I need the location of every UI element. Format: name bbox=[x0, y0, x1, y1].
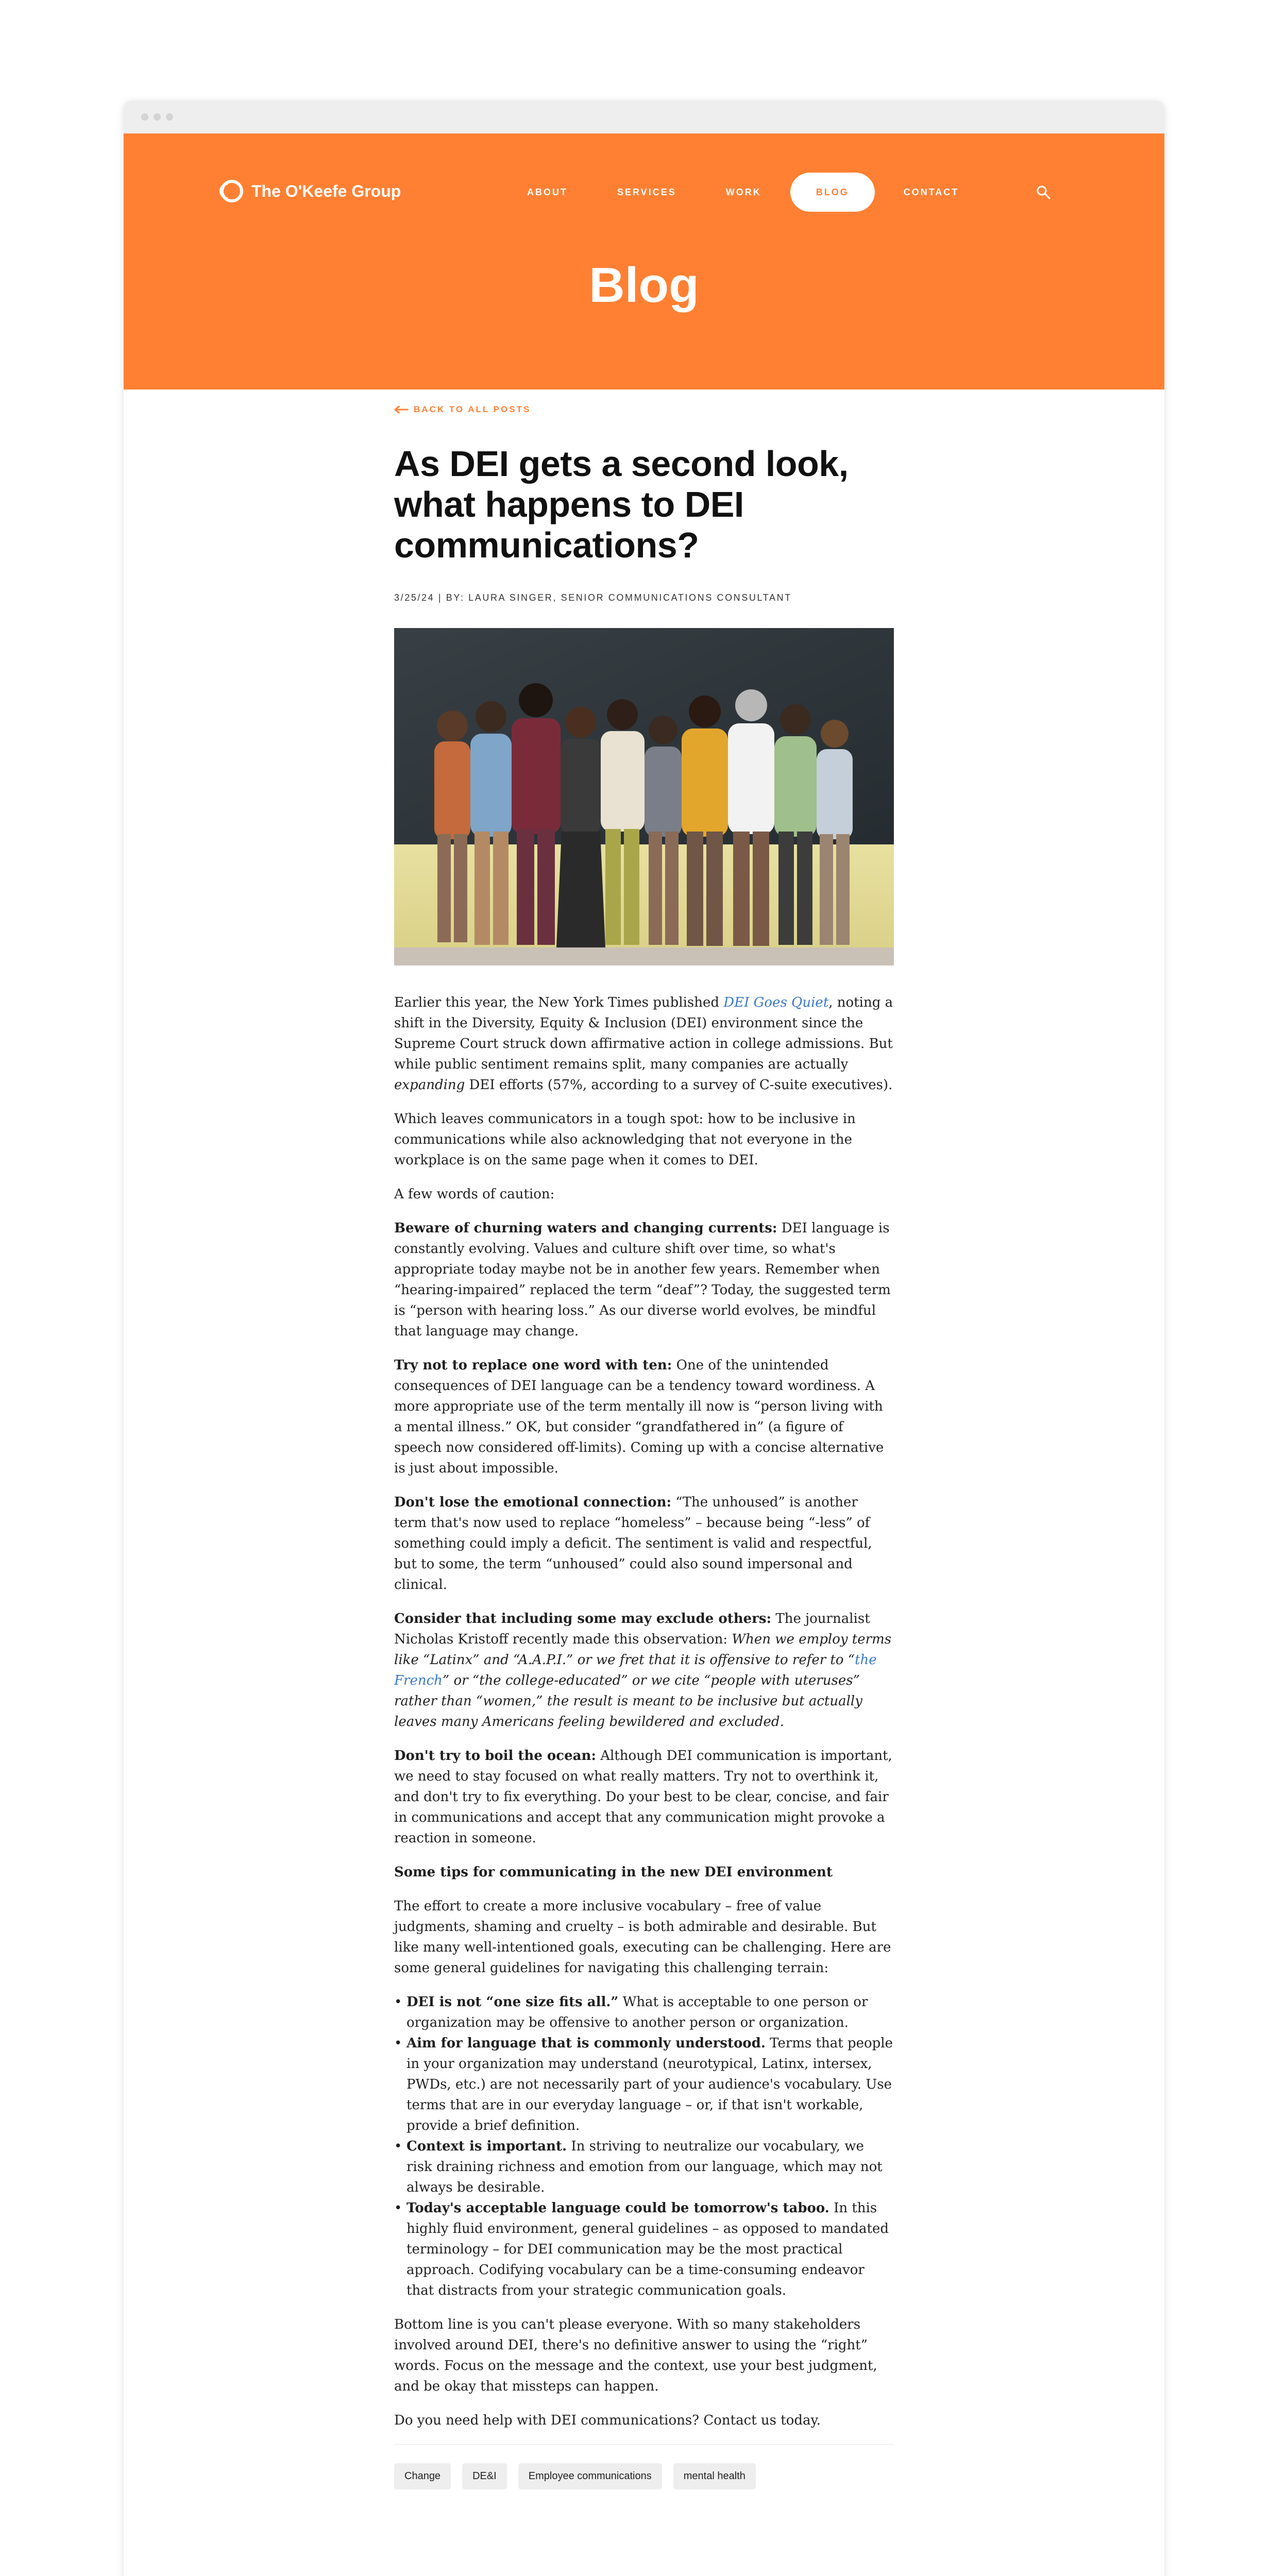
blog-article bbox=[394, 404, 894, 2489]
tag-employee-communications[interactable]: Employee communications bbox=[518, 2463, 662, 2489]
article-photo bbox=[394, 628, 894, 965]
search-icon[interactable] bbox=[1036, 184, 1051, 200]
nav-services[interactable]: SERVICES bbox=[617, 187, 676, 197]
paragraph: The effort to create a more inclusive vocabulary – free of value judgments, shaming and cruelty – is both admirable and desirable. But like many well-intentioned goals, executing can be challenging. Here are some general guidelines for navigating this challenging terrain: bbox=[394, 1899, 891, 1976]
tag-change[interactable]: Change bbox=[394, 2463, 451, 2489]
tag-list bbox=[394, 2463, 894, 2489]
article-body bbox=[394, 992, 894, 2431]
article-title: As DEI gets a second look, what happens to DEI communications? bbox=[394, 444, 849, 566]
arrow-left-icon bbox=[394, 405, 409, 414]
nav-contact[interactable]: CONTACT bbox=[903, 187, 959, 197]
nav-about[interactable]: ABOUT bbox=[527, 187, 568, 197]
logo-text: The O'Keefe Group bbox=[251, 181, 401, 200]
window-chrome bbox=[124, 100, 1164, 133]
nav-blog[interactable]: BLOG bbox=[790, 173, 875, 212]
tag-mental-health[interactable]: mental health bbox=[673, 2463, 756, 2489]
list-item: • Aim for language that is commonly understood. Terms that people in your organization may understand (neurotypical, Latinx, intersex, PWDs, etc.) are not necessarily part of your audience's vocabulary. Use terms that are in our everyday language – or, if that isn't workable, provide a brief definition. bbox=[394, 2033, 894, 2136]
site-logo[interactable] bbox=[219, 179, 401, 204]
tag-dei[interactable]: DE&I bbox=[462, 2463, 507, 2489]
site-header bbox=[124, 133, 1164, 389]
article-meta: 3/25/24 | BY: LAURA SINGER, SENIOR COMMUNICATIONS CONSULTANT bbox=[394, 592, 792, 603]
paragraph: A few words of caution: bbox=[394, 1187, 555, 1202]
the-french-link[interactable]: the French bbox=[394, 1652, 877, 1689]
back-label: BACK TO ALL POSTS bbox=[414, 404, 531, 414]
divider bbox=[394, 2444, 894, 2445]
browser-window bbox=[124, 100, 1164, 2576]
section-heading: Some tips for communicating in the new DEI environment bbox=[394, 1865, 833, 1880]
paragraph: Consider that including some may exclude others: The journalist Nicholas Kristoff recently made this observation: When we employ terms like “Latinx” and “A.A.P.I.” or we fret that it is offensive to refer to “the French” or “the college-educated” or we cite “people with uteruses” rather than “women,” the result is meant to be inclusive but actually leaves many Americans feeling bewildered and excluded. bbox=[394, 1611, 892, 1730]
list-item: • Context is important. In striving to neutralize our vocabulary, we risk draining richness and emotion from our language, which may not always be desirable. bbox=[394, 2136, 894, 2198]
paragraph: Don't try to boil the ocean: Although DEI communication is important, we need to stay focused on what really matters. Try not to overthink it, and don't try to fix everything. Do your best to be clear, concise, and fair in communications and accept that any communication might provoke a reaction in someone. bbox=[394, 1748, 892, 1846]
list-item: • Today's acceptable language could be tomorrow's taboo. In this highly fluid environment, general guidelines – as opposed to mandated terminology – for DEI communication may be the most practical approach. Codifying vocabulary can be a time-consuming endeavor that distracts from your strategic communication goals. bbox=[394, 2198, 894, 2301]
window-dot bbox=[166, 113, 173, 121]
paragraph: Bottom line is you can't please everyone. With so many stakeholders involved around DEI, there's no definitive answer to using the “right” words. Focus on the message and the context, use your best judgment, and be okay that missteps can happen. bbox=[394, 2317, 877, 2395]
logo-ring-icon bbox=[219, 179, 244, 204]
dei-goes-quiet-link[interactable]: DEI Goes Quiet bbox=[723, 995, 829, 1011]
main-nav bbox=[502, 173, 984, 212]
page-title: Blog bbox=[589, 258, 699, 313]
paragraph: Beware of churning waters and changing currents: DEI language is constantly evolving. Values and culture shift over time, so what's appropriate today maybe not be in another few years. Remember when “hearing-impaired” replaced the term “deaf”? Today, the suggested term is “person with hearing loss.” As our diverse world evolves, be mindful that language may change. bbox=[394, 1221, 891, 1340]
paragraph: Try not to replace one word with ten: One of the unintended consequences of DEI language can be a tendency toward wordiness. A more appropriate use of the term mentally ill now is “person living with a mental illness.” OK, but consider “grandfathered in” (a figure of speech now considered off-limits). Coming up with a concise alternative is just about impossible. bbox=[394, 1358, 884, 1477]
tips-list bbox=[394, 1992, 894, 2301]
team-hug-illustration bbox=[394, 628, 894, 965]
paragraph: Do you need help with DEI communications? Contact us today. bbox=[394, 2413, 821, 2429]
list-item: • DEI is not “one size fits all.” What is acceptable to one person or organization may be offensive to another person or organization. bbox=[394, 1992, 894, 2033]
paragraph: Earlier this year, the New York Times published DEI Goes Quiet, noting a shift in the Diversity, Equity & Inclusion (DEI) environment since the Supreme Court struck down affirmative action in college admissions. But while public sentiment remains split, many companies are actually expanding DEI efforts (57%, according to a survey of C-suite executives). bbox=[394, 995, 893, 1093]
nav-work[interactable]: WORK bbox=[725, 187, 761, 197]
window-dot bbox=[141, 113, 148, 121]
back-to-posts-link[interactable] bbox=[394, 404, 894, 415]
paragraph: Don't lose the emotional connection: “The unhoused” is another term that's now used to replace “homeless” – because being “-less” of something could imply a deficit. The sentiment is valid and respectful, but to some, the term “unhoused” could also sound impersonal and clinical. bbox=[394, 1495, 872, 1593]
paragraph: Which leaves communicators in a tough spot: how to be inclusive in communications while also acknowledging that not everyone in the workplace is on the same page when it comes to DEI. bbox=[394, 1111, 856, 1168]
window-dot bbox=[154, 113, 161, 121]
